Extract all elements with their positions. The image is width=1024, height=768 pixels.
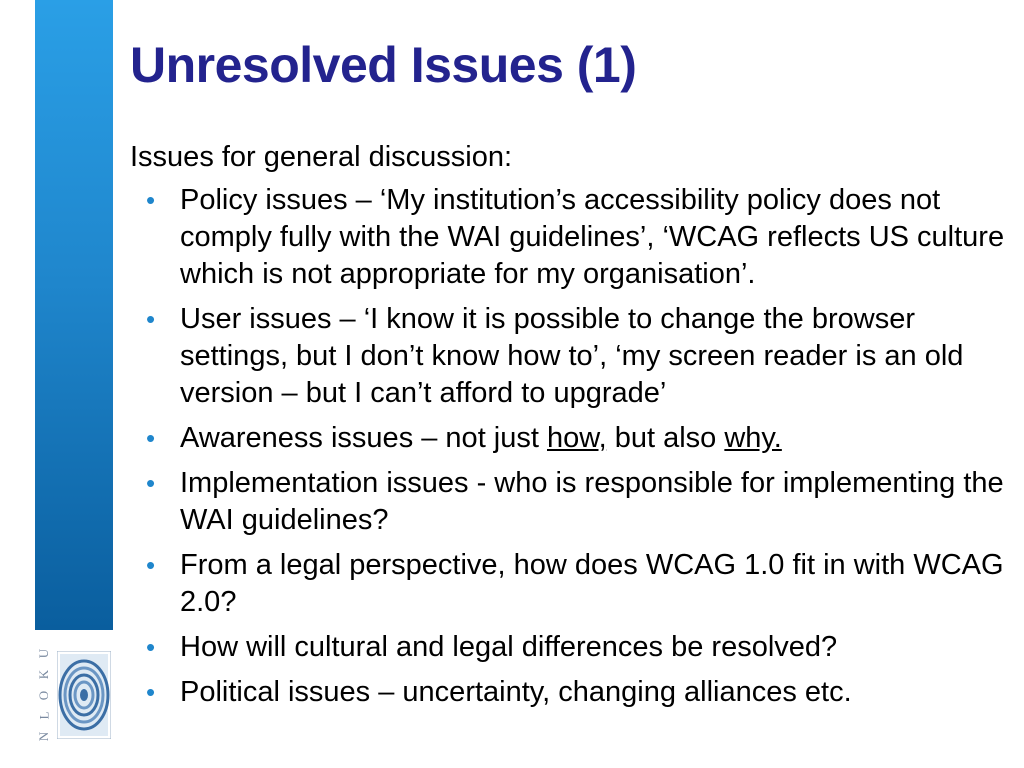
underlined-how: how, — [547, 422, 607, 454]
accent-side-bar — [35, 0, 113, 630]
bullet-dot: • — [146, 304, 156, 334]
bullet-item — [130, 674, 1010, 711]
ukoln-logo — [35, 647, 113, 743]
intro-text: Issues for general discussion: — [130, 141, 513, 173]
bullet-item — [130, 420, 1010, 457]
bullet-dot: • — [146, 677, 156, 707]
bullet-dot: • — [146, 550, 156, 580]
bullet-list — [130, 182, 1010, 711]
logo-eye-icon — [57, 651, 111, 739]
bullet-text: From a legal perspective, how does WCAG 1.0 fit in with WCAG 2.0? — [180, 549, 1004, 618]
bullet-text: Implementation issues - who is responsible for implementing the WAI guidelines? — [180, 467, 1004, 536]
bullet-text: User issues – ‘I know it is possible to change the browser settings, but I don’t know how to’, ‘my screen reader is an old version – but I can’t afford to upgrade’ — [180, 303, 964, 409]
bullet-text: Policy issues – ‘My institution’s accessibility policy does not comply fully with the WAI guidelines’, ‘WCAG reflects US culture which is not appropriate for my organisation’. — [180, 184, 1005, 290]
bullet-text: Political issues – uncertainty, changing alliances etc. — [180, 676, 852, 708]
bullet-item — [130, 182, 1010, 293]
bullet-dot: • — [146, 632, 156, 662]
bullet-dot: • — [146, 185, 156, 215]
bullet-text — [180, 422, 782, 454]
bullet-dot: • — [146, 423, 156, 453]
bullet-dot: • — [146, 468, 156, 498]
bullet-text: How will cultural and legal differences be resolved? — [180, 631, 838, 663]
slide-content — [130, 139, 1010, 719]
bullet-item — [130, 301, 1010, 412]
bullet-item — [130, 629, 1010, 666]
bullet-text-mid: but also — [606, 422, 725, 454]
bullet-item — [130, 465, 1010, 539]
bullet-text-pre: Awareness issues – not just — [180, 422, 547, 454]
slide-title: Unresolved Issues (1) — [130, 37, 637, 93]
bullet-item — [130, 547, 1010, 621]
underlined-why: why. — [724, 422, 782, 454]
logo-letters: U K O L N — [36, 648, 52, 742]
